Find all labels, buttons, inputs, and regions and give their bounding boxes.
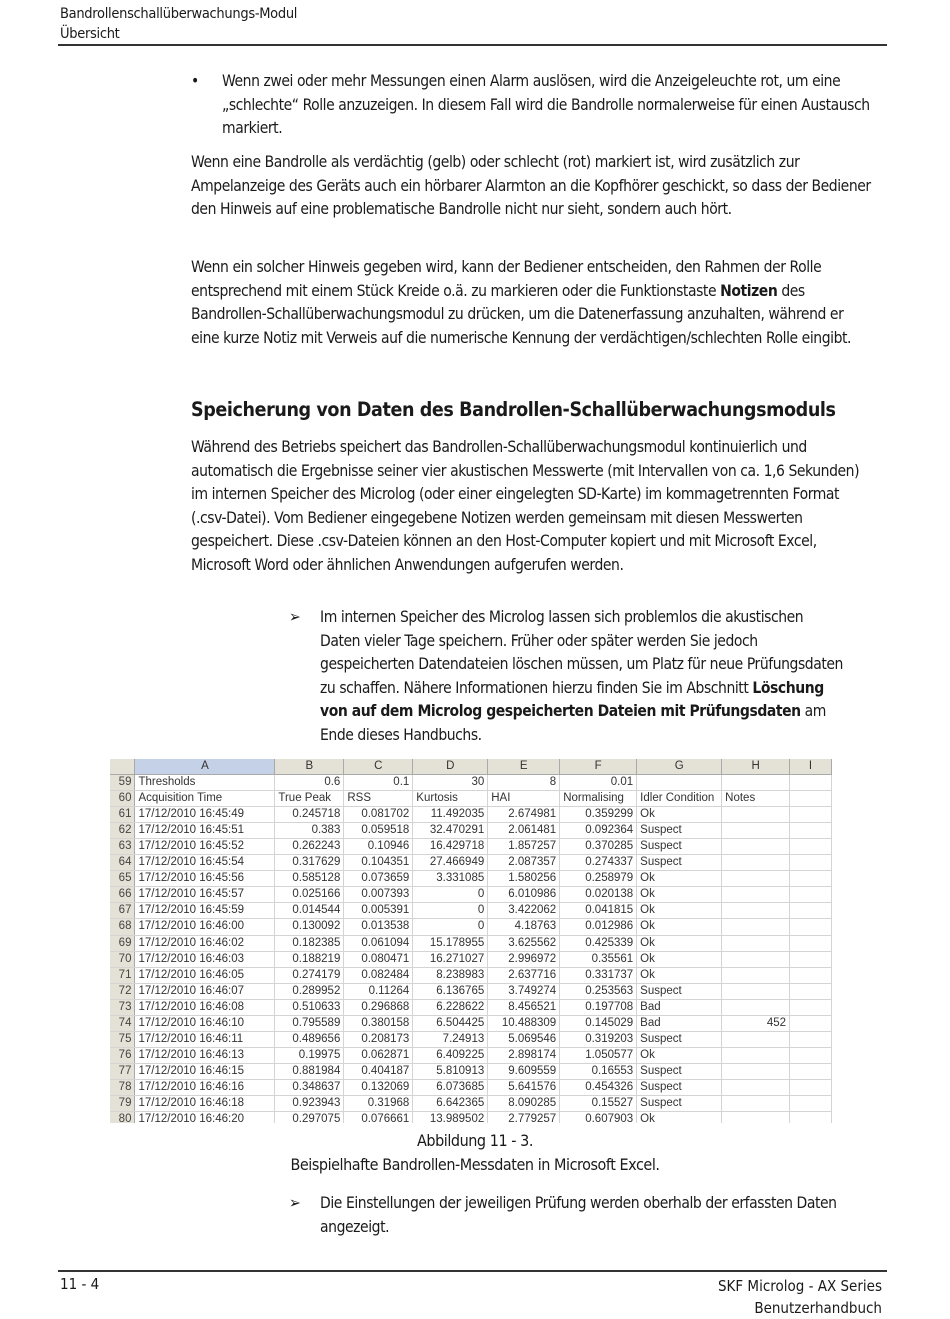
- cell[interactable]: 0.331737: [560, 967, 637, 983]
- row-header[interactable]: 72: [110, 983, 135, 999]
- table-row: [110, 1095, 832, 1111]
- cell[interactable]: [790, 983, 832, 999]
- cell[interactable]: [790, 1112, 832, 1123]
- cell[interactable]: Acquisition Time: [135, 791, 275, 807]
- cell[interactable]: 0.208173: [344, 1031, 413, 1047]
- cell[interactable]: RSS: [344, 791, 413, 807]
- cell[interactable]: [722, 1031, 790, 1047]
- cell[interactable]: 17/12/2010 16:46:20: [135, 1112, 275, 1123]
- cell[interactable]: Suspect: [637, 1063, 722, 1079]
- cell[interactable]: Ok: [637, 935, 722, 951]
- footer-divider: [58, 1270, 887, 1272]
- cell[interactable]: 0.35561: [560, 951, 637, 967]
- cell[interactable]: 0.013538: [344, 919, 413, 935]
- cell[interactable]: [790, 1079, 832, 1095]
- cell[interactable]: 17/12/2010 16:46:13: [135, 1047, 275, 1063]
- row-header[interactable]: 80: [110, 1112, 135, 1123]
- cell[interactable]: [722, 1063, 790, 1079]
- cell[interactable]: [722, 951, 790, 967]
- cell[interactable]: [790, 1031, 832, 1047]
- table-row: [110, 1112, 832, 1123]
- cell[interactable]: 0.10946: [344, 839, 413, 855]
- cell[interactable]: Ok: [637, 903, 722, 919]
- cell[interactable]: 0.145029: [560, 1015, 637, 1031]
- cell[interactable]: 17/12/2010 16:46:03: [135, 951, 275, 967]
- cell[interactable]: [722, 1095, 790, 1111]
- cell[interactable]: Ok: [637, 1047, 722, 1063]
- cell[interactable]: 0.297075: [275, 1112, 344, 1123]
- cell[interactable]: Ok: [637, 951, 722, 967]
- cell[interactable]: Suspect: [637, 983, 722, 999]
- cell[interactable]: 0.130092: [275, 919, 344, 935]
- cell[interactable]: 0.289952: [275, 983, 344, 999]
- row-header[interactable]: 75: [110, 1031, 135, 1047]
- cell[interactable]: Ok: [637, 1112, 722, 1123]
- cell[interactable]: Suspect: [637, 1095, 722, 1111]
- table-row: [110, 935, 832, 951]
- header-subtitle: Übersicht: [60, 26, 120, 42]
- cell[interactable]: 11.492035: [413, 807, 488, 823]
- cell[interactable]: 10.488309: [488, 1015, 560, 1031]
- cell[interactable]: 17/12/2010 16:45:57: [135, 887, 275, 903]
- row-header[interactable]: 64: [110, 855, 135, 871]
- cell[interactable]: 17/12/2010 16:45:59: [135, 903, 275, 919]
- cell[interactable]: 2.087357: [488, 855, 560, 871]
- cell[interactable]: 16.271027: [413, 951, 488, 967]
- arrow-bullet-icon: ➢: [289, 1193, 301, 1212]
- table-row: [110, 919, 832, 935]
- cell[interactable]: 17/12/2010 16:46:10: [135, 1015, 275, 1031]
- cell[interactable]: Bad: [637, 999, 722, 1015]
- footer-product: SKF Microlog - AX Series Benutzerhandbuch: [717, 1277, 882, 1317]
- row-header[interactable]: 78: [110, 1079, 135, 1095]
- cell[interactable]: 17/12/2010 16:46:07: [135, 983, 275, 999]
- cell[interactable]: 17/12/2010 16:45:54: [135, 855, 275, 871]
- row-header[interactable]: 70: [110, 951, 135, 967]
- cell[interactable]: 0.359299: [560, 807, 637, 823]
- cell[interactable]: 7.24913: [413, 1031, 488, 1047]
- cell[interactable]: 3.625562: [488, 935, 560, 951]
- cell[interactable]: 0.319203: [560, 1031, 637, 1047]
- cell[interactable]: 1.580256: [488, 871, 560, 887]
- cell[interactable]: 2.637716: [488, 967, 560, 983]
- cell[interactable]: 0.092364: [560, 823, 637, 839]
- cell[interactable]: [722, 887, 790, 903]
- figure-caption: [0, 1129, 950, 1177]
- cell[interactable]: 0.262243: [275, 839, 344, 855]
- cell[interactable]: 5.810913: [413, 1063, 488, 1079]
- header-divider: [58, 44, 887, 46]
- cell[interactable]: [722, 983, 790, 999]
- cell[interactable]: 0.188219: [275, 951, 344, 967]
- cell[interactable]: 0.1: [344, 775, 413, 791]
- cell[interactable]: 17/12/2010 16:46:05: [135, 967, 275, 983]
- cell[interactable]: [790, 1095, 832, 1111]
- cell[interactable]: 0.014544: [275, 903, 344, 919]
- cell[interactable]: 0.31968: [344, 1095, 413, 1111]
- cell[interactable]: 452: [722, 1015, 790, 1031]
- cell[interactable]: 8.456521: [488, 999, 560, 1015]
- cell[interactable]: HAI: [488, 791, 560, 807]
- column-header-i[interactable]: I: [790, 759, 832, 775]
- cell[interactable]: Ok: [637, 887, 722, 903]
- table-row: [110, 999, 832, 1015]
- cell[interactable]: 30: [413, 775, 488, 791]
- figure-description: Beispielhafte Bandrollen-Messdaten in Microsoft Excel.: [290, 1155, 660, 1174]
- cell[interactable]: 8.090285: [488, 1095, 560, 1111]
- table-row: [110, 823, 832, 839]
- cell[interactable]: [722, 871, 790, 887]
- cell[interactable]: 1.050577: [560, 1047, 637, 1063]
- table-row: [110, 967, 832, 983]
- storage-note: ➢ Im internen Speicher des Microlog lassen sich problemlos die akustischen Daten vieler Tage speichern. Früher oder später werden Sie jedoch gespeicherten Datendateien löschen müssen, um Platz für neue Prüfungsdaten zu schaffen. Nähere Informationen hierzu finden Sie im Abschnitt Löschung von auf dem Microlog gespeicherten Dateien mit Prüfungsdaten am Ende dieses Handbuchs.: [289, 605, 847, 747]
- row-header[interactable]: 59: [110, 775, 135, 791]
- row-header[interactable]: 60: [110, 791, 135, 807]
- cell[interactable]: Ok: [637, 967, 722, 983]
- cell[interactable]: Suspect: [637, 1031, 722, 1047]
- cell[interactable]: 17/12/2010 16:46:11: [135, 1031, 275, 1047]
- table-row: [110, 1063, 832, 1079]
- cell[interactable]: [790, 999, 832, 1015]
- cell[interactable]: 0.245718: [275, 807, 344, 823]
- cell[interactable]: [790, 791, 832, 807]
- cell[interactable]: 0.795589: [275, 1015, 344, 1031]
- cell[interactable]: 6.504425: [413, 1015, 488, 1031]
- cell[interactable]: 17/12/2010 16:46:18: [135, 1095, 275, 1111]
- cell[interactable]: 0.041815: [560, 903, 637, 919]
- column-header-h[interactable]: H: [722, 759, 790, 775]
- cell[interactable]: [790, 823, 832, 839]
- row-header[interactable]: 71: [110, 967, 135, 983]
- cell[interactable]: 6.409225: [413, 1047, 488, 1063]
- cell[interactable]: Suspect: [637, 823, 722, 839]
- cell[interactable]: 2.779257: [488, 1112, 560, 1123]
- table-row: [110, 1047, 832, 1063]
- cell[interactable]: 0.348637: [275, 1079, 344, 1095]
- cell[interactable]: Bad: [637, 1015, 722, 1031]
- cell[interactable]: [722, 967, 790, 983]
- cell[interactable]: 17/12/2010 16:46:08: [135, 999, 275, 1015]
- table-row: [110, 983, 832, 999]
- paragraph-data-storage: Während des Betriebs speichert das Bandrollen-Schallüberwachungsmodul kontinuierlich und automatisch die Ergebnisse seiner vier akustischen Messwerte (mit Intervallen von ca. 1,6 Sekunden) im internen Speicher des Microlog (oder einer eingelegten SD-Karte) im kommagetrennten Format (.csv-Datei). Vom Bediener eingegebene Notizen werden gemeinsam mit diesen Messwerten gespeichert. Diese .csv-Dateien können an den Host-Computer kopiert und mit Microsoft Excel, Microsoft Word oder ähnlichen Anwendungen aufgerufen werden.: [191, 437, 860, 574]
- cell[interactable]: 8: [488, 775, 560, 791]
- cell[interactable]: 0.062871: [344, 1047, 413, 1063]
- column-header-f[interactable]: F: [560, 759, 637, 775]
- row-header[interactable]: 73: [110, 999, 135, 1015]
- bullet-text: Wenn zwei oder mehr Messungen einen Alarm auslösen, wird die Anzeigeleuchte rot, um eine „schlechte“ Rolle anzuzeigen. In diesem Fall wird die Bandrolle normalerweise für einen Austausch markiert.: [222, 71, 870, 138]
- column-header-g[interactable]: G: [637, 759, 722, 775]
- cell[interactable]: 0.197708: [560, 999, 637, 1015]
- cell[interactable]: 0.510633: [275, 999, 344, 1015]
- cell[interactable]: 2.674981: [488, 807, 560, 823]
- cell[interactable]: [722, 855, 790, 871]
- cell[interactable]: 17/12/2010 16:45:49: [135, 807, 275, 823]
- row-header[interactable]: 79: [110, 1095, 135, 1111]
- row-header[interactable]: 65: [110, 871, 135, 887]
- column-header-c[interactable]: C: [344, 759, 413, 775]
- cell[interactable]: [722, 807, 790, 823]
- cell[interactable]: [790, 1015, 832, 1031]
- cell[interactable]: 3.331085: [413, 871, 488, 887]
- cell[interactable]: 0.258979: [560, 871, 637, 887]
- cell[interactable]: 16.429718: [413, 839, 488, 855]
- cell[interactable]: Suspect: [637, 1079, 722, 1095]
- cell[interactable]: 0: [413, 919, 488, 935]
- cell[interactable]: 17/12/2010 16:46:00: [135, 919, 275, 935]
- cell[interactable]: 0.383: [275, 823, 344, 839]
- table-row: [110, 791, 832, 807]
- row-header[interactable]: 61: [110, 807, 135, 823]
- notes-key-label: Notizen: [720, 280, 778, 300]
- cell[interactable]: [790, 935, 832, 951]
- bullet-dot-icon: •: [191, 71, 199, 90]
- cell[interactable]: [722, 1079, 790, 1095]
- cell[interactable]: 2.898174: [488, 1047, 560, 1063]
- paragraph-notes: Wenn ein solcher Hinweis gegeben wird, kann der Bediener entscheiden, den Rahmen der Rolle entsprechend mit einem Stück Kreide o.ä. zu markieren oder die Funktionstaste Notizen des Bandrollen-Schallüberwachungsmodul zu drücken, um die Datenerfassung anzuhalten, während er eine kurze Notiz mit Verweis auf die numerische Kennung der verdächtigen/schlechten Rolle eingibt.: [191, 257, 852, 347]
- row-header[interactable]: 63: [110, 839, 135, 855]
- cell[interactable]: 6.010986: [488, 887, 560, 903]
- table-row: [110, 807, 832, 823]
- cell[interactable]: 0.370285: [560, 839, 637, 855]
- table-row: [110, 1015, 832, 1031]
- table-row: [110, 887, 832, 903]
- cell[interactable]: 0.19975: [275, 1047, 344, 1063]
- cell[interactable]: 0.274179: [275, 967, 344, 983]
- cell[interactable]: [790, 775, 832, 791]
- cell[interactable]: Idler Condition: [637, 791, 722, 807]
- alarm-bullet: [191, 69, 870, 140]
- cell[interactable]: 0.881984: [275, 1063, 344, 1079]
- cell[interactable]: 6.228622: [413, 999, 488, 1015]
- cell[interactable]: True Peak: [275, 791, 344, 807]
- cell[interactable]: 0.01: [560, 775, 637, 791]
- cell[interactable]: [722, 775, 790, 791]
- cell[interactable]: [637, 775, 722, 791]
- cell[interactable]: Normalising: [560, 791, 637, 807]
- column-header-b[interactable]: B: [275, 759, 344, 775]
- cell[interactable]: 0.073659: [344, 871, 413, 887]
- table-row: [110, 1079, 832, 1095]
- cell[interactable]: 0: [413, 903, 488, 919]
- cell[interactable]: 6.642365: [413, 1095, 488, 1111]
- cell[interactable]: 0.317629: [275, 855, 344, 871]
- cell[interactable]: 27.466949: [413, 855, 488, 871]
- cell[interactable]: 13.989502: [413, 1112, 488, 1123]
- column-header-a[interactable]: A: [135, 759, 275, 775]
- cell[interactable]: Ok: [637, 871, 722, 887]
- cell[interactable]: 0.923943: [275, 1095, 344, 1111]
- cell[interactable]: 0.080471: [344, 951, 413, 967]
- column-header-d[interactable]: D: [413, 759, 488, 775]
- cell[interactable]: 17/12/2010 16:46:15: [135, 1063, 275, 1079]
- cell[interactable]: 17/12/2010 16:46:16: [135, 1079, 275, 1095]
- cell[interactable]: 0.607903: [560, 1112, 637, 1123]
- cell[interactable]: 6.136765: [413, 983, 488, 999]
- running-header: [60, 4, 297, 44]
- cell[interactable]: 0.16553: [560, 1063, 637, 1079]
- row-header[interactable]: 67: [110, 903, 135, 919]
- cell[interactable]: 0.007393: [344, 887, 413, 903]
- page-number: 11 - 4: [60, 1275, 100, 1293]
- cell[interactable]: 0.11264: [344, 983, 413, 999]
- column-header-row: [110, 759, 832, 775]
- cell[interactable]: 0.132069: [344, 1079, 413, 1095]
- excel-screenshot: [110, 759, 832, 1123]
- cell[interactable]: 17/12/2010 16:45:52: [135, 839, 275, 855]
- cell[interactable]: 0.025166: [275, 887, 344, 903]
- cell[interactable]: 17/12/2010 16:46:02: [135, 935, 275, 951]
- table-row: [110, 775, 832, 791]
- cell[interactable]: [790, 887, 832, 903]
- header-title: Bandrollenschallüberwachungs-Modul: [60, 6, 298, 22]
- cell[interactable]: [790, 839, 832, 855]
- cell[interactable]: 0.253563: [560, 983, 637, 999]
- cell[interactable]: 0.020138: [560, 887, 637, 903]
- cell[interactable]: 0.380158: [344, 1015, 413, 1031]
- column-header-e[interactable]: E: [488, 759, 560, 775]
- row-header[interactable]: 62: [110, 823, 135, 839]
- cell[interactable]: [790, 1063, 832, 1079]
- row-header[interactable]: 77: [110, 1063, 135, 1079]
- row-header[interactable]: 74: [110, 1015, 135, 1031]
- table-row: [110, 1031, 832, 1047]
- row-header[interactable]: 68: [110, 919, 135, 935]
- cell[interactable]: 0.585128: [275, 871, 344, 887]
- table-row: [110, 903, 832, 919]
- cell[interactable]: 0.296868: [344, 999, 413, 1015]
- cell[interactable]: Notes: [722, 791, 790, 807]
- cell[interactable]: [790, 951, 832, 967]
- cell[interactable]: [790, 903, 832, 919]
- cell[interactable]: 0.059518: [344, 823, 413, 839]
- cell[interactable]: 0.274337: [560, 855, 637, 871]
- cell[interactable]: [722, 999, 790, 1015]
- figure-number: Abbildung 11 - 3.: [417, 1131, 533, 1150]
- cell[interactable]: 0.081702: [344, 807, 413, 823]
- cell[interactable]: 5.069546: [488, 1031, 560, 1047]
- cell[interactable]: 0.061094: [344, 935, 413, 951]
- row-header[interactable]: 76: [110, 1047, 135, 1063]
- spreadsheet-grid: [110, 759, 832, 1123]
- cell[interactable]: [722, 839, 790, 855]
- cell[interactable]: 0.425339: [560, 935, 637, 951]
- cross-reference: Löschung von auf dem Microlog gespeicherten Dateien mit Prüfungsdaten: [320, 677, 824, 721]
- cell[interactable]: 17/12/2010 16:45:56: [135, 871, 275, 887]
- cell[interactable]: Ok: [637, 807, 722, 823]
- cell[interactable]: 8.238983: [413, 967, 488, 983]
- cell[interactable]: 15.178955: [413, 935, 488, 951]
- cell[interactable]: 0.454326: [560, 1079, 637, 1095]
- settings-note: ➢ Die Einstellungen der jeweiligen Prüfung werden oberhalb der erfassten Daten angezeigt.: [289, 1191, 847, 1238]
- arrow-bullet-icon: ➢: [289, 607, 301, 626]
- cell[interactable]: 3.749274: [488, 983, 560, 999]
- cell[interactable]: 17/12/2010 16:45:51: [135, 823, 275, 839]
- cell[interactable]: 0: [413, 887, 488, 903]
- cell[interactable]: Thresholds: [135, 775, 275, 791]
- cell[interactable]: 32.470291: [413, 823, 488, 839]
- section-heading: Speicherung von Daten des Bandrollen-Schallüberwachungsmoduls: [191, 398, 836, 421]
- cell[interactable]: 0.182385: [275, 935, 344, 951]
- cell[interactable]: 0.104351: [344, 855, 413, 871]
- cell[interactable]: 9.609559: [488, 1063, 560, 1079]
- cell[interactable]: 0.404187: [344, 1063, 413, 1079]
- cell[interactable]: 0.082484: [344, 967, 413, 983]
- cell[interactable]: [790, 967, 832, 983]
- cell[interactable]: 2.996972: [488, 951, 560, 967]
- table-row: [110, 839, 832, 855]
- cell[interactable]: 4.18763: [488, 919, 560, 935]
- cell[interactable]: [722, 823, 790, 839]
- row-header[interactable]: 66: [110, 887, 135, 903]
- cell[interactable]: 0.076661: [344, 1112, 413, 1123]
- table-row: [110, 951, 832, 967]
- cell[interactable]: 1.857257: [488, 839, 560, 855]
- paragraph-alarm-tone: Wenn eine Bandrolle als verdächtig (gelb) oder schlecht (rot) markiert ist, wird zusätzlich zur Ampelanzeige des Geräts auch ein hörbarer Alarmton an die Kopfhörer geschickt, so dass der Bediener den Hinweis auf eine problematische Bandrolle nicht nur sieht, sondern auch hört.: [191, 152, 871, 219]
- cell[interactable]: 0.15527: [560, 1095, 637, 1111]
- cell[interactable]: Kurtosis: [413, 791, 488, 807]
- cell[interactable]: [722, 1112, 790, 1123]
- cell[interactable]: Suspect: [637, 839, 722, 855]
- cell[interactable]: 0.489656: [275, 1031, 344, 1047]
- cell[interactable]: Ok: [637, 919, 722, 935]
- cell[interactable]: [790, 871, 832, 887]
- cell[interactable]: Suspect: [637, 855, 722, 871]
- cell[interactable]: 3.422062: [488, 903, 560, 919]
- cell[interactable]: [722, 935, 790, 951]
- row-header[interactable]: 69: [110, 935, 135, 951]
- cell[interactable]: 6.073685: [413, 1079, 488, 1095]
- cell[interactable]: [722, 919, 790, 935]
- cell[interactable]: 0.6: [275, 775, 344, 791]
- cell[interactable]: [790, 919, 832, 935]
- cell[interactable]: 0.012986: [560, 919, 637, 935]
- cell[interactable]: 2.061481: [488, 823, 560, 839]
- cell[interactable]: [790, 855, 832, 871]
- cell[interactable]: [722, 903, 790, 919]
- cell[interactable]: 0.005391: [344, 903, 413, 919]
- table-row: [110, 855, 832, 871]
- table-row: [110, 871, 832, 887]
- cell[interactable]: 5.641576: [488, 1079, 560, 1095]
- cell[interactable]: [790, 807, 832, 823]
- cell[interactable]: [722, 1047, 790, 1063]
- cell[interactable]: [790, 1047, 832, 1063]
- select-all-corner[interactable]: [110, 759, 135, 775]
